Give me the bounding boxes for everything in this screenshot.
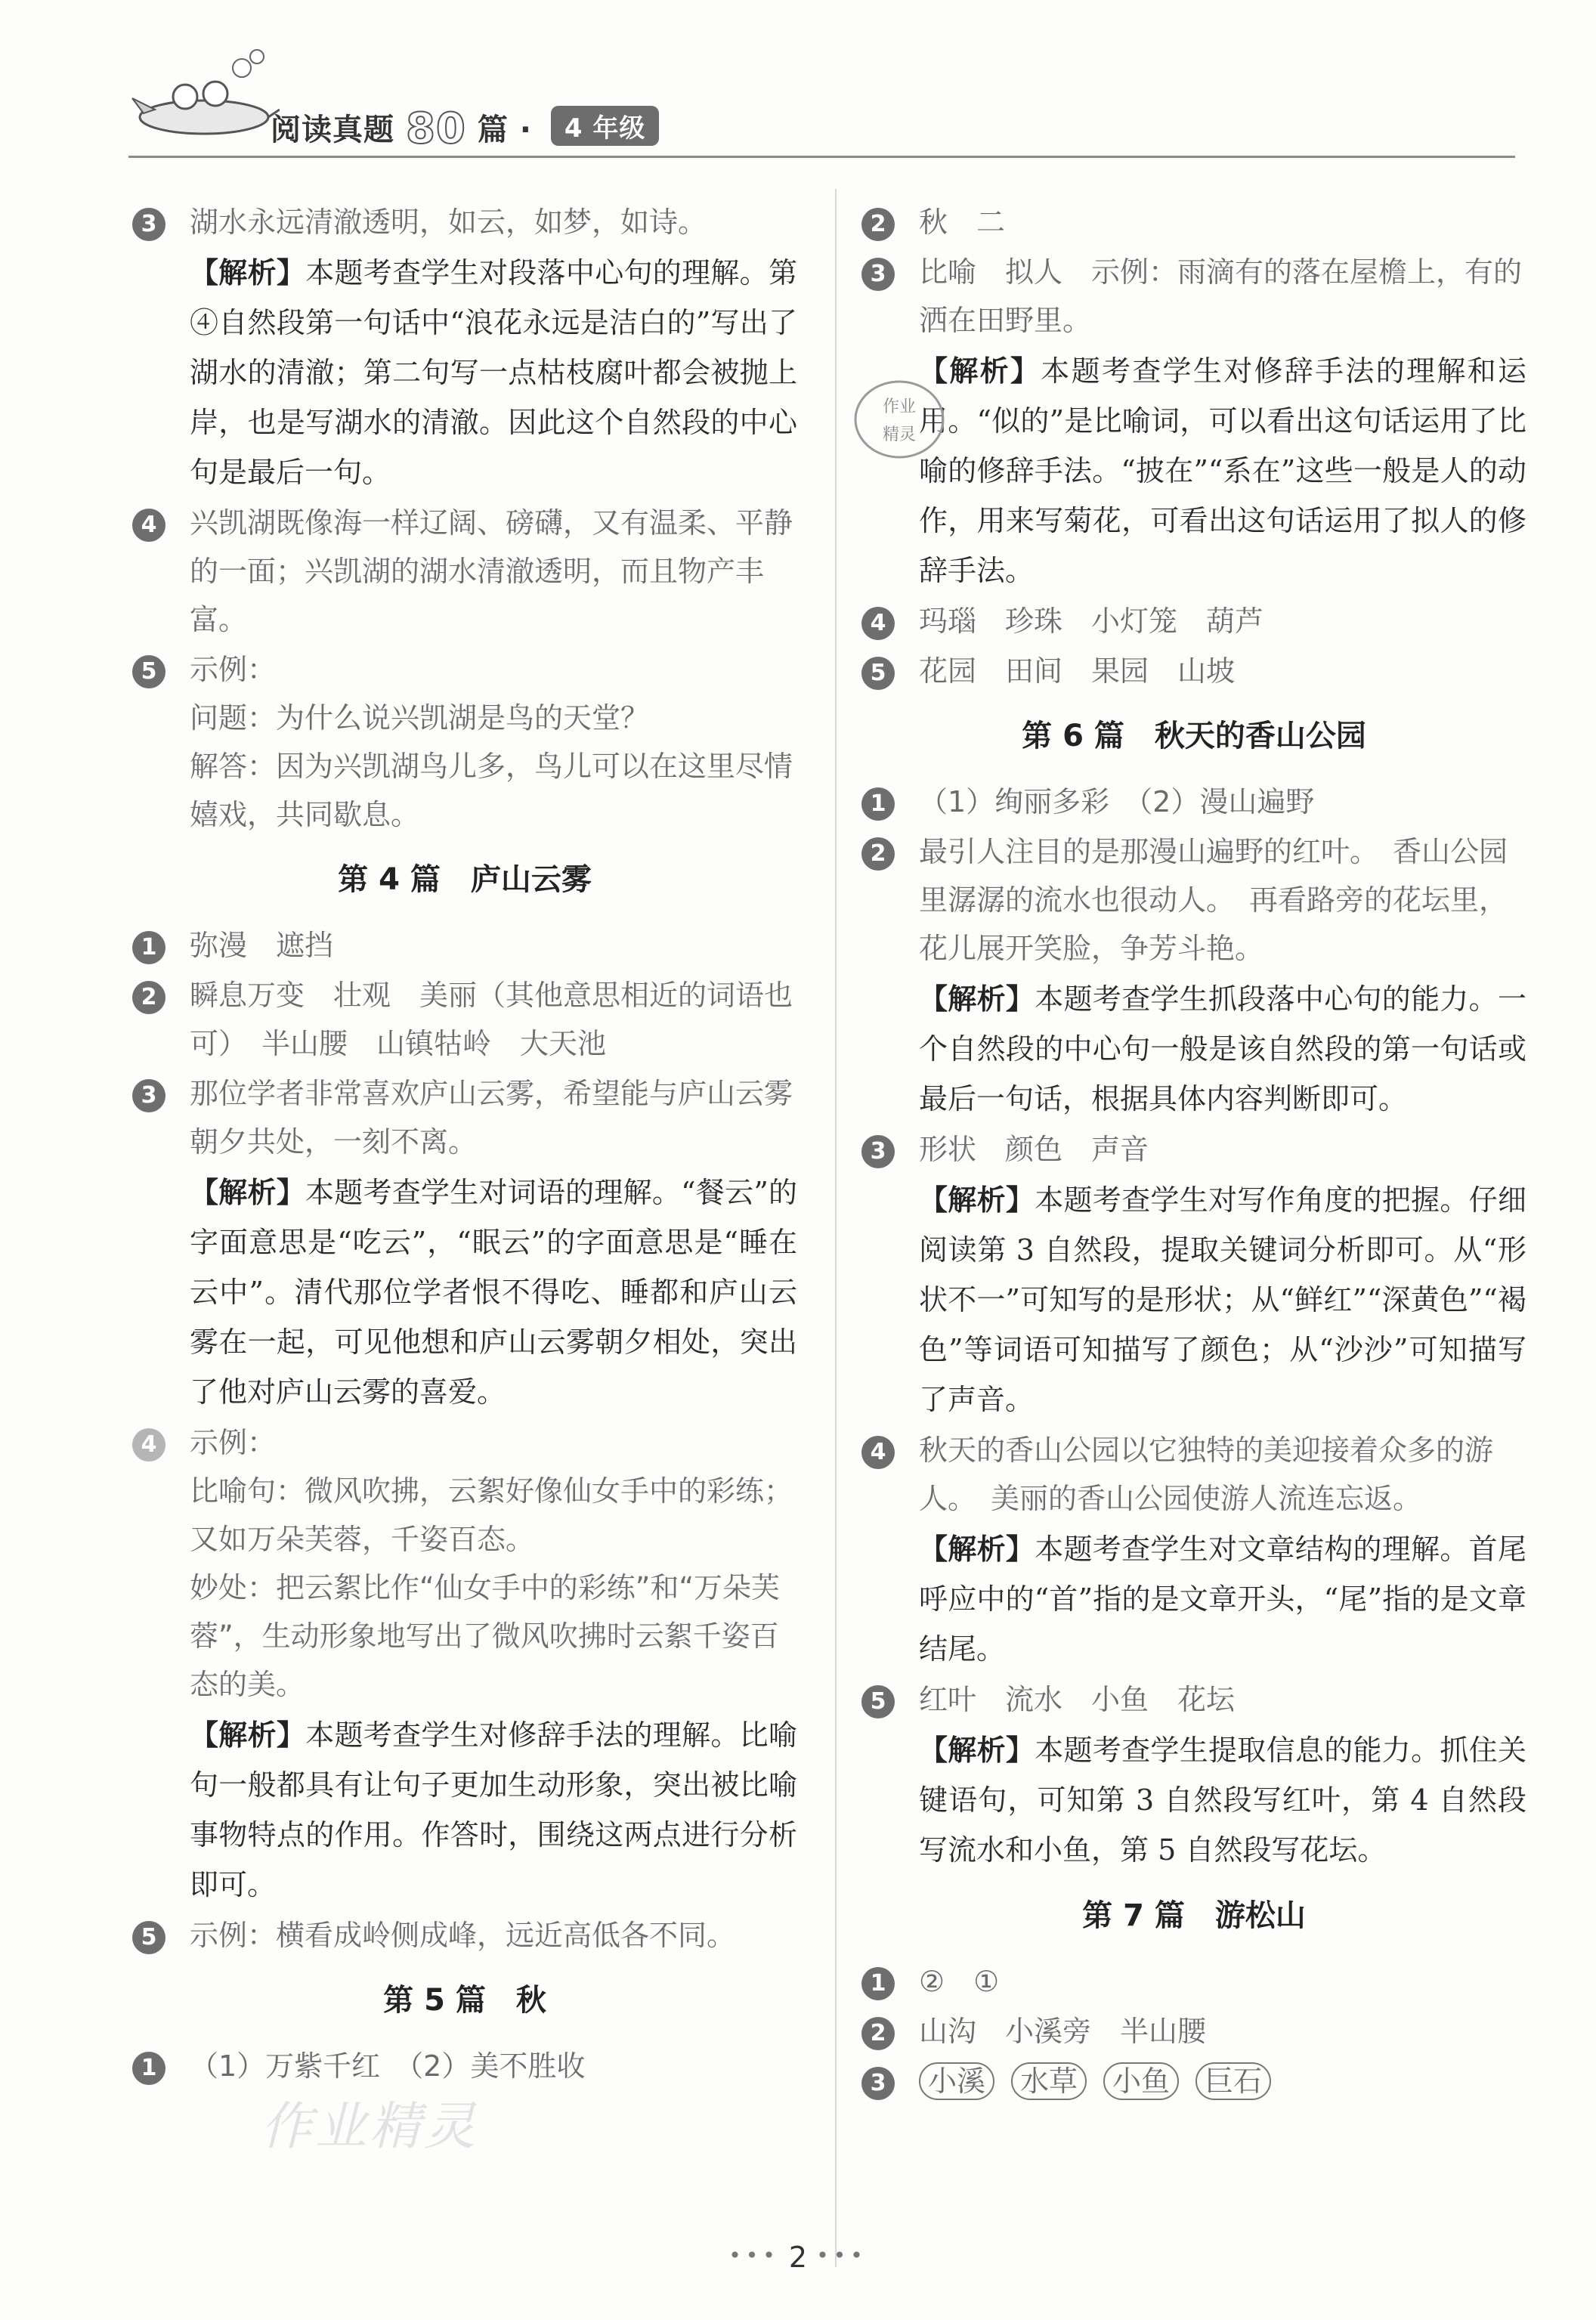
- stamp-bottom-text: 精灵: [882, 425, 917, 444]
- circled-word: 巨石: [1195, 2062, 1271, 2100]
- answer-text: 示例：横看成岭侧成峰，远近高低各不同。: [190, 1919, 736, 1952]
- answer-item: [132, 1069, 797, 1166]
- question-number-badge: 5: [132, 1921, 165, 1954]
- answer-text: 示例：: [190, 1426, 277, 1459]
- analysis-text: 本题考查学生对修辞手法的理解和运用。“似的”是比喻词，可以看出这句话运用了比喻的修辞手法。“披在”“系在”这些一般是人的动作，用来写菊花，可看出这句话运用了拟人的修辞手法。: [919, 354, 1526, 587]
- answer-item: [861, 827, 1526, 973]
- answer-text: 山沟 小溪旁 半山腰: [919, 2015, 1207, 2048]
- analysis-text: 本题考查学生抓段落中心句的能力。一个自然段的中心句一般是该自然段的第一句话或最后一句话，根据具体内容判断即可。: [919, 982, 1526, 1115]
- analysis-tag: 【解析】: [190, 1718, 306, 1752]
- answer-item: [861, 2007, 1526, 2056]
- question-number-badge: 5: [861, 657, 895, 690]
- answer-item: [861, 248, 1526, 345]
- analysis-paragraph: [861, 1524, 1526, 1674]
- answer-text: 花园 田间 果园 山坡: [919, 654, 1236, 688]
- question-number-badge: 4: [861, 607, 895, 640]
- homework-stamp-icon: [850, 370, 948, 469]
- answer-item: [132, 1911, 797, 1960]
- analysis-paragraph: [861, 1175, 1526, 1424]
- answer-item: [132, 198, 797, 246]
- analysis-paragraph: [132, 1168, 797, 1417]
- page-footer: [0, 2241, 1596, 2274]
- section-heading: 第 7 篇 游松山: [1082, 1898, 1306, 1933]
- analysis-tag: 【解析】: [190, 256, 306, 289]
- title-number: 80: [405, 104, 466, 153]
- answer-line: 比喻句：微风吹拂，云絮好像仙女手中的彩练；又如万朵芙蓉，千姿百态。: [190, 1474, 793, 1556]
- analysis-tag: 【解析】: [919, 982, 1035, 1016]
- answer-line: 问题：为什么说兴凯湖是鸟的天堂？: [190, 701, 650, 735]
- circled-word: 小溪: [919, 2062, 994, 2100]
- analysis-paragraph: [861, 1725, 1526, 1875]
- answer-line: 解答：因为兴凯湖鸟儿多，鸟儿可以在这里尽情嬉戏，共同歇息。: [190, 750, 793, 831]
- answer-item: [861, 198, 1526, 246]
- answer-text: 瞬息万变 壮观 美丽（其他意思相近的词语也可） 半山腰 山镇牯岭 大天池: [190, 979, 793, 1060]
- answer-item: [861, 778, 1526, 826]
- right-column: [861, 198, 1526, 2107]
- footer-dots-left-icon: •••: [728, 2243, 780, 2268]
- header-divider: [128, 156, 1515, 158]
- question-number-badge: 4: [132, 1428, 165, 1462]
- question-number-badge: 1: [132, 2052, 165, 2085]
- question-number-badge: 5: [132, 655, 165, 688]
- analysis-paragraph: [861, 974, 1526, 1124]
- answer-item: [861, 2057, 1526, 2105]
- analysis-text: 本题考查学生对词语的理解。“餐云”的字面意思是“吃云”，“眠云”的字面意思是“睡在云中”。清代那位学者恨不得吃、睡都和庐山云雾在一起，可见他想和庐山云雾朝夕相处，突出了他对庐山云雾的喜爱。: [190, 1176, 797, 1409]
- answer-item: [861, 597, 1526, 645]
- answer-text: 兴凯湖既像海一样辽阔、磅礴，又有温柔、平静的一面；兴凯湖的湖水清澈透明，而且物产丰富。: [190, 506, 793, 636]
- answer-item: [132, 921, 797, 970]
- answer-text: 示例：: [190, 653, 277, 686]
- question-number-badge: 1: [861, 787, 895, 821]
- analysis-paragraph: [132, 248, 797, 497]
- answer-item: [861, 1957, 1526, 2006]
- title-text: 阅读真题: [271, 113, 394, 147]
- grade-badge: 4 年级: [551, 106, 660, 146]
- section-heading: 第 6 篇 秋天的香山公园: [1022, 719, 1366, 753]
- answer-text: 秋 二: [919, 206, 1006, 239]
- answer-text: 那位学者非常喜欢庐山云雾，希望能与庐山云雾朝夕共处，一刻不离。: [190, 1077, 793, 1158]
- analysis-text: 本题考查学生对段落中心句的理解。第④自然段第一句话中“浪花永远是洁白的”写出了湖水的清澈；第二句写一点枯枝腐叶都会被抛上岸，也是写湖水的清澈。因此这个自然段的中心句是最后一句。: [190, 256, 797, 489]
- analysis-tag: 【解析】: [919, 354, 1041, 388]
- answer-text: （1）万紫千红 （2）美不胜收: [190, 2049, 586, 2083]
- column-divider: [835, 189, 837, 2267]
- answer-item: [132, 645, 797, 839]
- answer-text: 湖水永远清澈透明，如云，如梦，如诗。: [190, 206, 707, 239]
- page-header: [128, 91, 1564, 159]
- question-number-badge: 2: [861, 208, 895, 241]
- answer-item: [132, 499, 797, 644]
- answer-item: [132, 971, 797, 1068]
- answer-line: 妙处：把云絮比作“仙女手中的彩练”和“万朵芙蓉”，生动形象地写出了微风吹拂时云絮千姿百态的美。: [190, 1571, 781, 1701]
- stamp-top-text: 作业: [882, 397, 917, 416]
- section-heading: 第 5 篇 秋: [383, 1983, 546, 2018]
- watermark: 作业精灵: [261, 2097, 479, 2157]
- question-number-badge: 2: [861, 837, 895, 871]
- analysis-text: 本题考查学生对写作角度的把握。仔细阅读第 3 自然段，提取关键词分析即可。从“形状不一”可知写的是形状；从“鲜红”“深黄色”“褐色”等词语可知描写了颜色；从“沙沙”可知描写了声音。: [919, 1183, 1526, 1416]
- question-number-badge: 3: [861, 1135, 895, 1168]
- airplane-kids-logo-icon: [128, 38, 280, 151]
- analysis-tag: 【解析】: [919, 1734, 1035, 1767]
- answer-item: [861, 1675, 1526, 1724]
- question-number-badge: 5: [861, 1685, 895, 1718]
- question-number-badge: 3: [132, 1079, 165, 1112]
- analysis-text: 本题考查学生对修辞手法的理解。比喻句一般都具有让句子更加生动形象，突出被比喻事物特点的作用。作答时，围绕这两点进行分析即可。: [190, 1718, 797, 1901]
- question-number-badge: 1: [861, 1967, 895, 2000]
- answer-text: 比喻 拟人 示例：雨滴有的落在屋檐上，有的洒在田野里。: [919, 255, 1523, 337]
- analysis-paragraph: [861, 346, 1526, 595]
- answer-text: 最引人注目的是那漫山遍野的红叶。 香山公园里潺潺的流水也很动人。 再看路旁的花坛里，花儿展开笑脸，争芳斗艳。: [919, 835, 1508, 965]
- circled-words: [919, 2057, 1526, 2105]
- circled-word: 小鱼: [1103, 2062, 1179, 2100]
- answer-item: [132, 1418, 797, 1709]
- answer-text: 形状 颜色 声音: [919, 1133, 1149, 1166]
- analysis-text: 本题考查学生对文章结构的理解。首尾呼应中的“首”指的是文章开头，“尾”指的是文章结尾。: [919, 1533, 1526, 1666]
- analysis-tag: 【解析】: [919, 1533, 1035, 1566]
- question-number-badge: 3: [861, 258, 895, 291]
- answer-item: [861, 1125, 1526, 1174]
- question-number-badge: 2: [132, 981, 165, 1014]
- answer-text: 秋天的香山公园以它独特的美迎接着众多的游人。 美丽的香山公园使游人流连忘返。: [919, 1434, 1494, 1515]
- question-number-badge: 3: [861, 2067, 895, 2100]
- left-column: [132, 198, 797, 2092]
- question-number-badge: 2: [861, 2017, 895, 2050]
- analysis-text: 本题考查学生提取信息的能力。抓住关键语句，可知第 3 自然段写红叶，第 4 自然段写流水和小鱼，第 5 自然段写花坛。: [919, 1734, 1526, 1867]
- answer-item: [132, 2042, 797, 2090]
- title-suffix: 篇 ·: [477, 113, 532, 147]
- analysis-tag: 【解析】: [919, 1183, 1035, 1217]
- answer-text: 弥漫 遮挡: [190, 929, 334, 962]
- answer-text: （1）绚丽多彩 （2）漫山遍野: [919, 785, 1315, 818]
- question-number-badge: 3: [132, 208, 165, 241]
- question-number-badge: 4: [861, 1436, 895, 1469]
- answer-item: [861, 647, 1526, 695]
- footer-dots-right-icon: •••: [816, 2243, 868, 2268]
- circled-word: 水草: [1011, 2062, 1087, 2100]
- answer-item: [861, 1426, 1526, 1523]
- page-number: 2: [788, 2241, 808, 2274]
- question-number-badge: 1: [132, 931, 165, 964]
- book-title: [271, 104, 659, 153]
- question-number-badge: 4: [132, 509, 165, 542]
- answer-text: 玛瑙 珍珠 小灯笼 葫芦: [919, 605, 1264, 638]
- section-heading: 第 4 篇 庐山云雾: [338, 862, 592, 897]
- answer-text: ② ①: [919, 1965, 1000, 1998]
- analysis-paragraph: [132, 1710, 797, 1910]
- analysis-tag: 【解析】: [190, 1176, 305, 1209]
- answer-text: 红叶 流水 小鱼 花坛: [919, 1683, 1236, 1716]
